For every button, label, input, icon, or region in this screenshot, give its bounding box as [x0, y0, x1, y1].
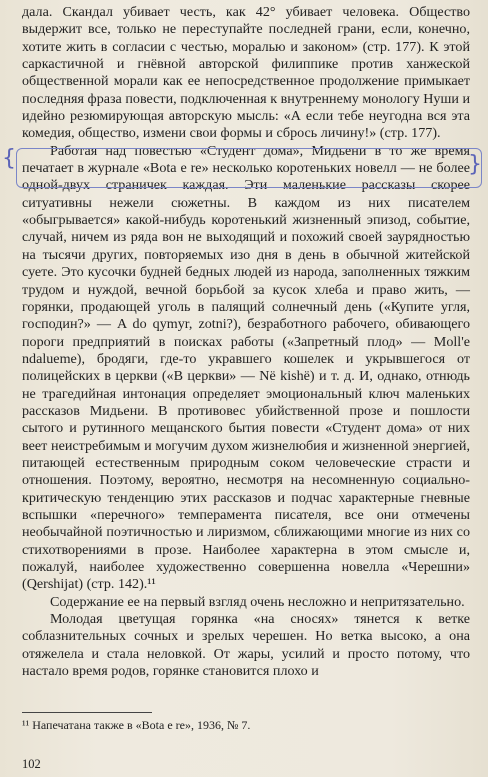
- paragraph-4: Молодая цветущая горянка «на сносях» тянется к ветке соблазнительных сочных и зрелых черешен. Но ветка высоко, а она отяжелела и стала неловкой. От жары, усилий и просто потому, что настало время родов, горянке становится плохо и: [22, 611, 470, 680]
- page-number: 102: [22, 757, 41, 771]
- footnote-rule: [22, 712, 152, 713]
- footnote: ¹¹ Напечатана также в «Bota e re», 1936, № 7.: [22, 718, 251, 732]
- pen-bracket-right: }: [468, 152, 482, 177]
- main-text: [22, 4, 470, 680]
- paragraph-2: Работая над повестью «Студент дома», Мидьени в то же время печатает в журнале «Bota e re» несколько коротеньких новелл — не более одной-двух страничек каждая. Эти маленькие рассказы скорее ситуативны нежели сюжетны. В каждом из них писателем «обыгрывается» какой-нибудь коротенький жизненный эпизод, событие, случай, ничем из ряда вон не выходящий и похожий своей заурядностью на тысячи других, повторяемых изо дня в день в обычной житейской суете. Это кусочки будней бедных людей из народа, заполненных тяжким трудом и нуждой, вечной борьбой за кусок хлеба и право жить, — горянки, продающей уголь в палящий солнечный день («Купите угля, господин?» — A do qymyr, zotni?), безработного рабочего, обивающего пороги предприятий в поисках работы («Запретный плод» — Moll'e ndalueme), бродяги, где-то укравшего кошелек и укрывшегося от полицейских в церкви («В церкви» — Në kishë) и т. д. И, однако, отнюдь не трагедийная интонация определяет эмоциональный ключ маленьких рассказов Мидьени. В противовес убийственной прозе и пошлости сытого и рутинного мещанского бытия повести «Студент дома» от них веет неистребимым и могучим духом жизнелюбия и жизненной энергией, питающей естественным природным соком человеческие страсти и отношения. Поэтому, вероятно, несмотря на несомненную социально-критическую тенденцию этих рассказов и подчас характерные гневные вспышки «перечного» темперамента писателя, все они отмечены необычайной поэтичностью и лиризмом, сближающими многие из них со стихотворениями в прозе. Наиболее характерна в этом смысле и, пожалуй, наиболее художественно совершенна новелла «Черешни» (Qershijat) (стр. 142).¹¹: [22, 142, 470, 593]
- pen-bracket-left: {: [2, 146, 16, 171]
- paragraph-3: Содержание ее на первый взгляд очень несложно и непритязательно.: [50, 593, 465, 610]
- paragraph-1: дала. Скандал убивает честь, как 42° убивает человека. Общество выдержит все, только не переступайте последней грани, если, конечно, хотите жить в согласии с честью, моралью и законом» (стр. 177). К этой саркастичной и гнёвной авторской филиппике против ханжеской общественной морали как ее непосредственное продолжение примыкает последняя фраза повести, подключенная к внутреннему монологу Нуши и идейно резюмирующая авторскую мысль: «А если тебе неугодна вся эта комедия, общество, измени свои формы и сбрось личину!» (стр. 177).: [22, 4, 470, 142]
